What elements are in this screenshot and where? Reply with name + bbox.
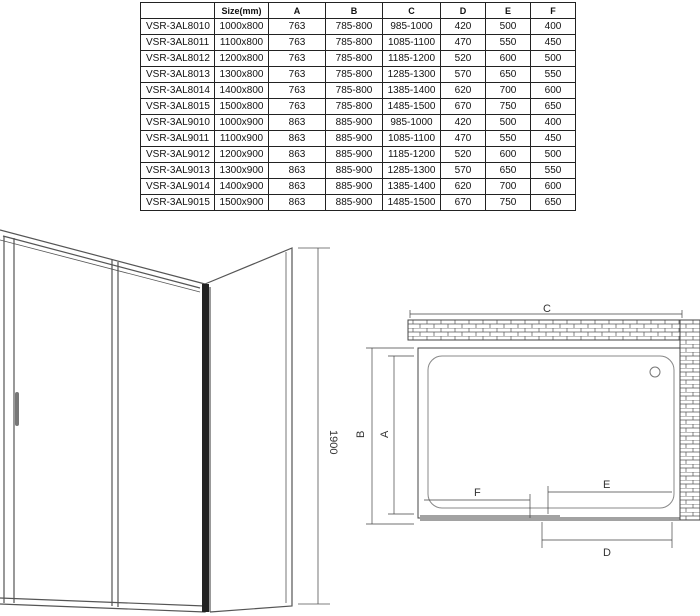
table-cell: 500 xyxy=(531,51,576,67)
table-row xyxy=(141,35,576,51)
table-cell: 1385-1400 xyxy=(383,83,441,99)
model-code-cell: VSR-3AL8014 xyxy=(141,83,215,99)
table-header-cell: F xyxy=(531,3,576,19)
table-cell: 550 xyxy=(531,67,576,83)
dim-d xyxy=(542,522,672,548)
table-cell: 1000x900 xyxy=(215,115,269,131)
label-b: B xyxy=(355,430,367,438)
model-code-cell: VSR-3AL8011 xyxy=(141,35,215,51)
table-cell: 450 xyxy=(531,131,576,147)
table-cell: 1500x800 xyxy=(215,99,269,115)
table-cell: 763 xyxy=(269,51,326,67)
model-code-cell: VSR-3AL9015 xyxy=(141,195,215,211)
table-row xyxy=(141,99,576,115)
front-panel-frame xyxy=(0,230,205,612)
dim-a xyxy=(388,356,414,514)
table-cell: 763 xyxy=(269,35,326,51)
table-cell: 420 xyxy=(441,115,486,131)
table-cell: 750 xyxy=(486,195,531,211)
table-cell: 600 xyxy=(531,83,576,99)
table-cell: 1500x900 xyxy=(215,195,269,211)
table-cell: 500 xyxy=(531,147,576,163)
table-cell: 785-800 xyxy=(326,51,383,67)
table-cell: 863 xyxy=(269,147,326,163)
table-cell: 700 xyxy=(486,83,531,99)
table-cell: 1200x800 xyxy=(215,51,269,67)
table-cell: 470 xyxy=(441,131,486,147)
label-a: A xyxy=(379,430,391,438)
dim-e xyxy=(548,486,672,514)
table-cell: 1400x800 xyxy=(215,83,269,99)
table-cell: 1185-1200 xyxy=(383,51,441,67)
table-cell: 620 xyxy=(441,179,486,195)
table-cell: 1285-1300 xyxy=(383,67,441,83)
door-handle xyxy=(15,392,19,426)
table-cell: 600 xyxy=(486,51,531,67)
table-cell: 1085-1100 xyxy=(383,131,441,147)
corner-post xyxy=(202,284,209,612)
table-cell: 420 xyxy=(441,19,486,35)
model-code-cell: VSR-3AL8013 xyxy=(141,67,215,83)
table-cell: 1300x900 xyxy=(215,163,269,179)
table-cell: 520 xyxy=(441,147,486,163)
table-cell: 863 xyxy=(269,131,326,147)
table-row xyxy=(141,19,576,35)
table-cell: 520 xyxy=(441,51,486,67)
table-cell: 1485-1500 xyxy=(383,99,441,115)
table-cell: 550 xyxy=(531,163,576,179)
table-cell: 985-1000 xyxy=(383,115,441,131)
table-row xyxy=(141,195,576,211)
table-cell: 885-900 xyxy=(326,131,383,147)
height-dimension-line xyxy=(298,248,330,604)
table-cell: 550 xyxy=(486,131,531,147)
table-cell: 1300x800 xyxy=(215,67,269,83)
dim-c xyxy=(410,310,682,318)
table-cell: 550 xyxy=(486,35,531,51)
table-row xyxy=(141,67,576,83)
table-cell: 500 xyxy=(486,115,531,131)
table-cell: 650 xyxy=(486,163,531,179)
table-row xyxy=(141,131,576,147)
table-header-cell: E xyxy=(486,3,531,19)
table-cell: 1285-1300 xyxy=(383,163,441,179)
table-cell: 650 xyxy=(531,99,576,115)
table-header-cell: Size(mm) xyxy=(215,3,269,19)
table-row xyxy=(141,83,576,99)
table-cell: 570 xyxy=(441,67,486,83)
shower-tray xyxy=(418,348,680,518)
table-row xyxy=(141,51,576,67)
table-cell: 1085-1100 xyxy=(383,35,441,51)
table-header-cell xyxy=(141,3,215,19)
model-code-cell: VSR-3AL9013 xyxy=(141,163,215,179)
table-cell: 650 xyxy=(486,67,531,83)
table-cell: 785-800 xyxy=(326,35,383,51)
table-cell: 1000x800 xyxy=(215,19,269,35)
table-cell: 1485-1500 xyxy=(383,195,441,211)
table-header-cell: C xyxy=(383,3,441,19)
table-cell: 600 xyxy=(531,179,576,195)
table-cell: 985-1000 xyxy=(383,19,441,35)
table-header-cell: B xyxy=(326,3,383,19)
center-mullion xyxy=(112,260,118,607)
label-c: C xyxy=(543,303,551,315)
dim-f xyxy=(424,494,530,518)
table-cell: 1200x900 xyxy=(215,147,269,163)
table-cell: 750 xyxy=(486,99,531,115)
table-cell: 785-800 xyxy=(326,99,383,115)
table-cell: 400 xyxy=(531,115,576,131)
table-cell: 1400x900 xyxy=(215,179,269,195)
table-cell: 763 xyxy=(269,67,326,83)
model-code-cell: VSR-3AL8010 xyxy=(141,19,215,35)
model-code-cell: VSR-3AL8015 xyxy=(141,99,215,115)
table-cell: 570 xyxy=(441,163,486,179)
model-code-cell: VSR-3AL9014 xyxy=(141,179,215,195)
dimensions-table xyxy=(140,2,576,211)
table-cell: 620 xyxy=(441,83,486,99)
right-wall xyxy=(680,320,700,520)
table-cell: 863 xyxy=(269,195,326,211)
table-cell: 863 xyxy=(269,163,326,179)
label-f: F xyxy=(474,487,481,499)
drain xyxy=(650,367,660,377)
side-panel-frame xyxy=(205,248,292,612)
table-cell: 763 xyxy=(269,99,326,115)
table-cell: 885-900 xyxy=(326,179,383,195)
table-cell: 763 xyxy=(269,19,326,35)
model-code-cell: VSR-3AL9010 xyxy=(141,115,215,131)
top-wall xyxy=(408,320,680,340)
table-header-cell: D xyxy=(441,3,486,19)
label-e: E xyxy=(603,479,611,491)
table-cell: 1100x900 xyxy=(215,131,269,147)
table-row xyxy=(141,115,576,131)
table-cell: 470 xyxy=(441,35,486,51)
label-d: D xyxy=(603,547,611,559)
table-cell: 785-800 xyxy=(326,83,383,99)
table-cell: 885-900 xyxy=(326,163,383,179)
table-header-cell: A xyxy=(269,3,326,19)
table-cell: 1385-1400 xyxy=(383,179,441,195)
table-cell: 600 xyxy=(486,147,531,163)
table-cell: 863 xyxy=(269,179,326,195)
table-cell: 650 xyxy=(531,195,576,211)
table-cell: 785-800 xyxy=(326,19,383,35)
table-cell: 885-900 xyxy=(326,195,383,211)
table-cell: 885-900 xyxy=(326,147,383,163)
table-cell: 500 xyxy=(486,19,531,35)
table-cell: 450 xyxy=(531,35,576,51)
table-cell: 400 xyxy=(531,19,576,35)
model-code-cell: VSR-3AL9011 xyxy=(141,131,215,147)
table-header-row xyxy=(141,3,576,19)
table-cell: 670 xyxy=(441,99,486,115)
table-cell: 763 xyxy=(269,83,326,99)
table-cell: 670 xyxy=(441,195,486,211)
table-cell: 1185-1200 xyxy=(383,147,441,163)
height-label: 1900 xyxy=(327,430,339,455)
table-cell: 1100x800 xyxy=(215,35,269,51)
table-cell: 885-900 xyxy=(326,115,383,131)
table-cell: 700 xyxy=(486,179,531,195)
model-code-cell: VSR-3AL8012 xyxy=(141,51,215,67)
table-row xyxy=(141,179,576,195)
table-cell: 785-800 xyxy=(326,67,383,83)
sliding-glass xyxy=(420,516,680,520)
table-row xyxy=(141,163,576,179)
table-row xyxy=(141,147,576,163)
table-cell: 863 xyxy=(269,115,326,131)
dim-b xyxy=(366,348,414,524)
model-code-cell: VSR-3AL9012 xyxy=(141,147,215,163)
